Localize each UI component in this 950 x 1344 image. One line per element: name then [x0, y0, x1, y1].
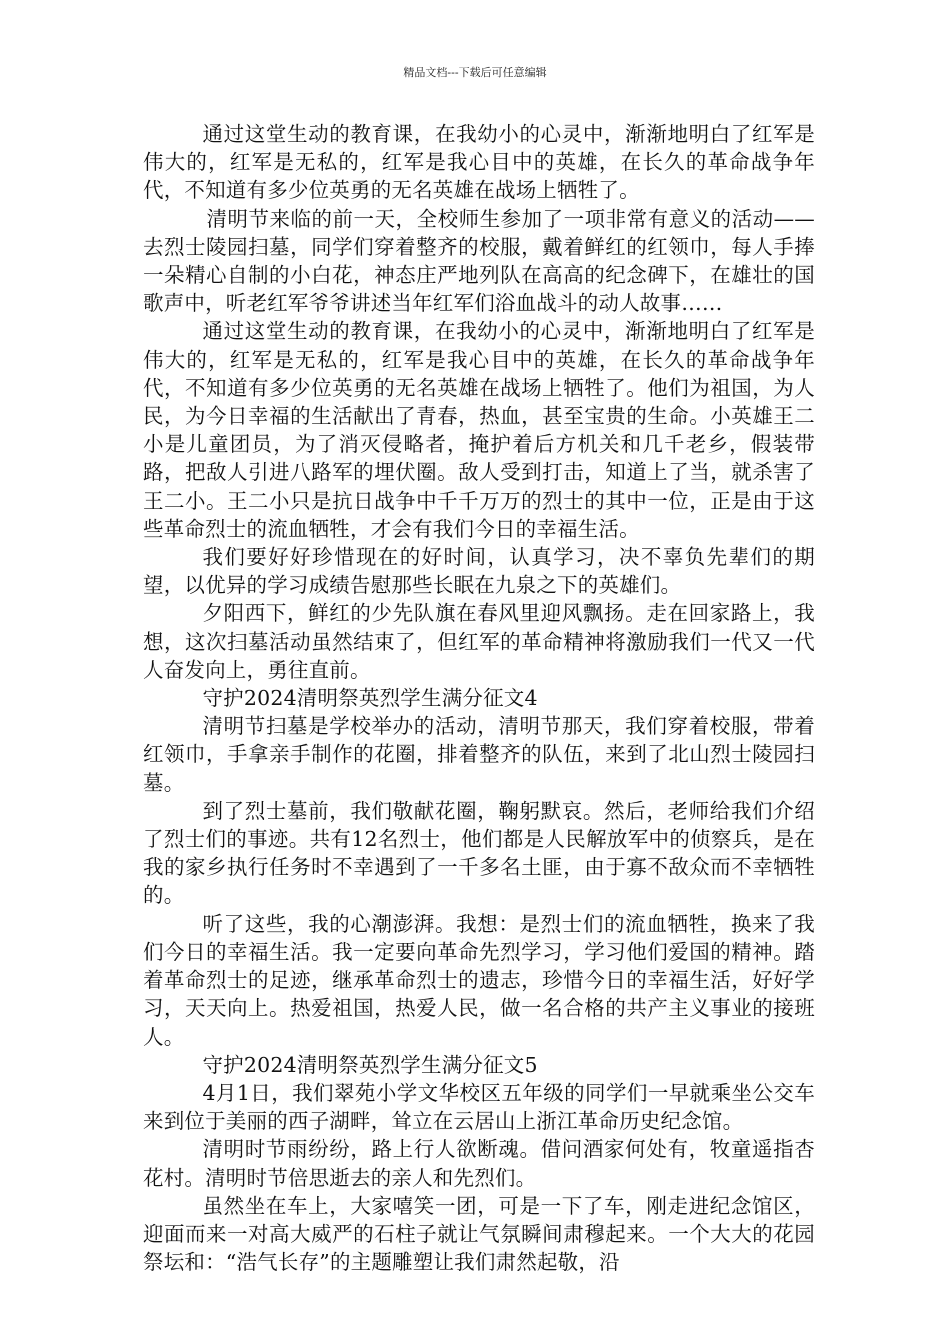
paragraph: 通过这堂生动的教育课，在我幼小的心灵中，渐渐地明白了红军是伟大的，红军是无私的，红军是我心目中的英雄，在长久的革命战争年代，不知道有多少位英勇的无名英雄在战场上牺牲了。他们为祖国，为人民，为今日幸福的生活献出了青春，热血，甚至宝贵的生命。小英雄王二小是儿童团员，为了消灭侵略者，掩护着后方机关和几千老乡，假装带路，把敌人引进八路军的埋伏圈。敌人受到打击，知道上了当，就杀害了王二小。王二小只是抗日战争中千千万万的烈士的其中一位，正是由于这些革命烈士的流血牺牲，才会有我们今日的幸福生活。 [143, 319, 815, 541]
paragraph: 虽然坐在车上，大家嘻笑一团，可是一下了车，刚走进纪念馆区，迎面而来一对高大威严的石柱子就让气氛瞬间肃穆起来。一个大大的花园祭坛和：“浩气长存”的主题雕塑让我们肃然起敬，沿 [143, 1193, 815, 1275]
paragraph: 通过这堂生动的教育课，在我幼小的心灵中，渐渐地明白了红军是伟大的，红军是无私的，红军是我心目中的英雄，在长久的革命战争年代，不知道有多少位英勇的无名英雄在战场上牺牲了。 [143, 122, 815, 203]
paragraph: 清明时节雨纷纷，路上行人欲断魂。借问酒家何处有，牧童遥指杏花村。清明时节倍思逝去的亲人和先烈们。 [143, 1137, 815, 1190]
paragraph: 我们要好好珍惜现在的好时间，认真学习，决不辜负先辈们的期望，以优异的学习成绩告慰那些长眠在九泉之下的英雄们。 [143, 545, 815, 598]
page-header: 精品文档---下载后可任意编辑 [403, 66, 547, 79]
paragraph: 夕阳西下，鲜红的少先队旗在春风里迎风飘扬。走在回家路上，我想，这次扫墓活动虽然结束了，但红军的革命精神将激励我们一代又一代人奋发向上，勇往直前。 [143, 601, 815, 682]
document-body [143, 120, 815, 1276]
paragraph: 到了烈士墓前，我们敬献花圈，鞠躬默哀。然后，老师给我们介绍了烈士们的事迹。共有12名烈士，他们都是人民解放军中的侦察兵，是在我的家乡执行任务时不幸遇到了一千多名土匪，由于寡不敌众而不幸牺牲的。 [143, 798, 815, 908]
paragraph: 听了这些，我的心潮澎湃。我想：是烈士们的流血牺牲，换来了我们今日的幸福生活。我一定要向革命先烈学习，学习他们爱国的精神。踏着革命烈士的足迹，继承革命烈士的遗志，珍惜今日的幸福生活，好好学习，天天向上。热爱祖国，热爱人民，做一名合格的共产主义事业的接班人。 [143, 911, 815, 1049]
paragraph: 4月1日，我们翠苑小学文华校区五年级的同学们一早就乘坐公交车来到位于美丽的西子湖畔，耸立在云居山上浙江革命历史纪念馆。 [143, 1080, 815, 1134]
paragraph: 清明节扫墓是学校举办的活动，清明节那天，我们穿着校服，带着红领巾，手拿亲手制作的花圈，排着整齐的队伍，来到了北山烈士陵园扫墓。 [143, 714, 815, 795]
section-heading: 守护2024清明祭英烈学生满分征文5 [202, 1052, 538, 1077]
section-heading: 守护2024清明祭英烈学生满分征文4 [202, 686, 538, 711]
paragraph: 清明节来临的前一天，全校师生参加了一项非常有意义的活动——去烈士陵园扫墓，同学们穿着整齐的校服，戴着鲜红的红领巾，每人手捧一朵精心自制的小白花，神态庄严地列队在高高的纪念碑下，在雄壮的国歌声中，听老红军爷爷讲述当年红军们浴血战斗的动人故事…… [143, 206, 815, 316]
